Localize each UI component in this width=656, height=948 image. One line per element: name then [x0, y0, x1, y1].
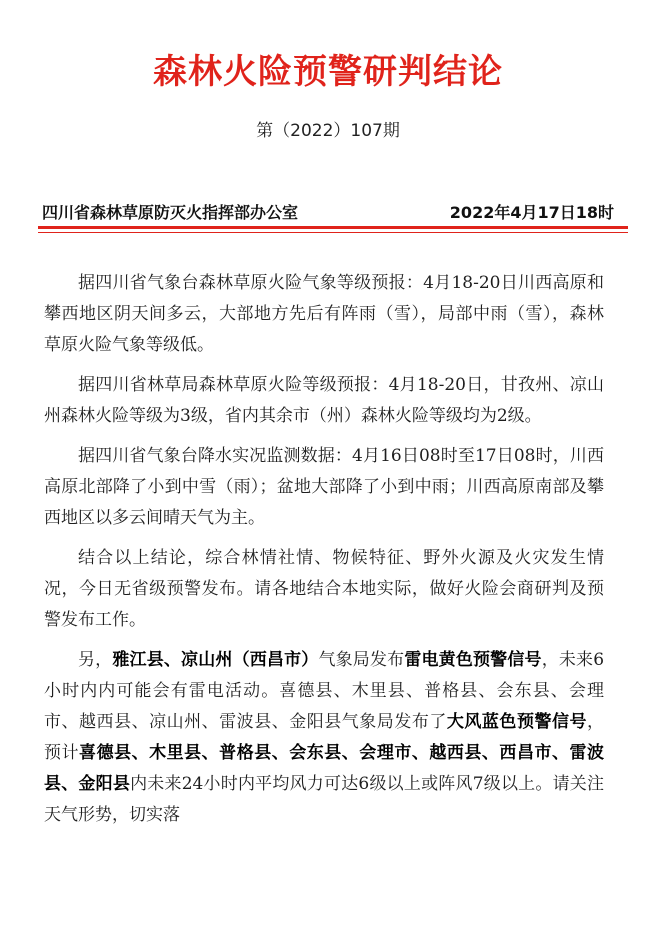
- paragraph-text: 据四川省气象台森林草原火险气象等级预报：4月18-20日川西高原和攀西地区阴天间多云，大部地方先后有阵雨（雪），局部中雨（雪），森林草原火险气象等级低。: [44, 273, 604, 355]
- document-title: 森林火险预警研判结论: [153, 52, 503, 92]
- paragraph-text: 据四川省气象台降水实况监测数据：4月16日08时至17日08时，川西高原北部降了小到中雪（雨）；盆地大部降了小到中雨；川西高原南部及攀西地区以多云间晴天气为主。: [44, 446, 604, 528]
- paragraph-precipitation: [44, 441, 604, 534]
- paragraph-text: 内未来24小时内平均风力可达6级以上或阵风7级以上。请关注天气形势，切实落: [44, 774, 605, 825]
- wind-blue-warning: 大风蓝色预警信号: [446, 712, 588, 732]
- paragraph-text: ，预计: [44, 712, 605, 763]
- warning-area-wind: 喜德县、木里县、普格县、会东县、会理市、越西县、西昌市、雷波县、金阳县: [44, 743, 605, 794]
- paragraph-warnings: [44, 645, 604, 831]
- header-divider-thin: [38, 232, 628, 233]
- issue-date: 2022年4月17日18时: [449, 202, 614, 222]
- paragraph-text: 另，: [78, 650, 113, 670]
- paragraph-text: ，未来6小时内内可能会有雷电活动。喜德县、木里县、普格县、会东县、会理市、越西县、凉山州、雷波县、金阳县气象局发布了: [44, 650, 605, 732]
- paragraph-text: 据四川省林草局森林草原火险等级预报：4月18-20日，甘孜州、凉山州森林火险等级为3级，省内其余市（州）森林火险等级均为2级。: [44, 375, 604, 426]
- thunder-yellow-warning: 雷电黄色预警信号: [404, 650, 542, 670]
- document-body: [44, 268, 604, 840]
- paragraph-text: 结合以上结论，综合林情社情、物候特征、野外火源及火灾发生情况，今日无省级预警发布。请各地结合本地实际，做好火险会商研判及预警发布工作。: [44, 548, 604, 630]
- issue-number: 第（2022）107期: [256, 121, 400, 141]
- header-divider-thick: [38, 226, 628, 229]
- issuer-name: 四川省森林草原防灭火指挥部办公室: [42, 202, 299, 222]
- paragraph-forecast: [44, 268, 604, 361]
- paragraph-text: 气象局发布: [318, 650, 405, 670]
- issuer-row: [42, 200, 614, 222]
- paragraph-conclusion: [44, 543, 604, 636]
- paragraph-fire-danger-level: [44, 370, 604, 432]
- warning-area-thunder: 雅江县、凉山州（西昌市）: [112, 650, 319, 670]
